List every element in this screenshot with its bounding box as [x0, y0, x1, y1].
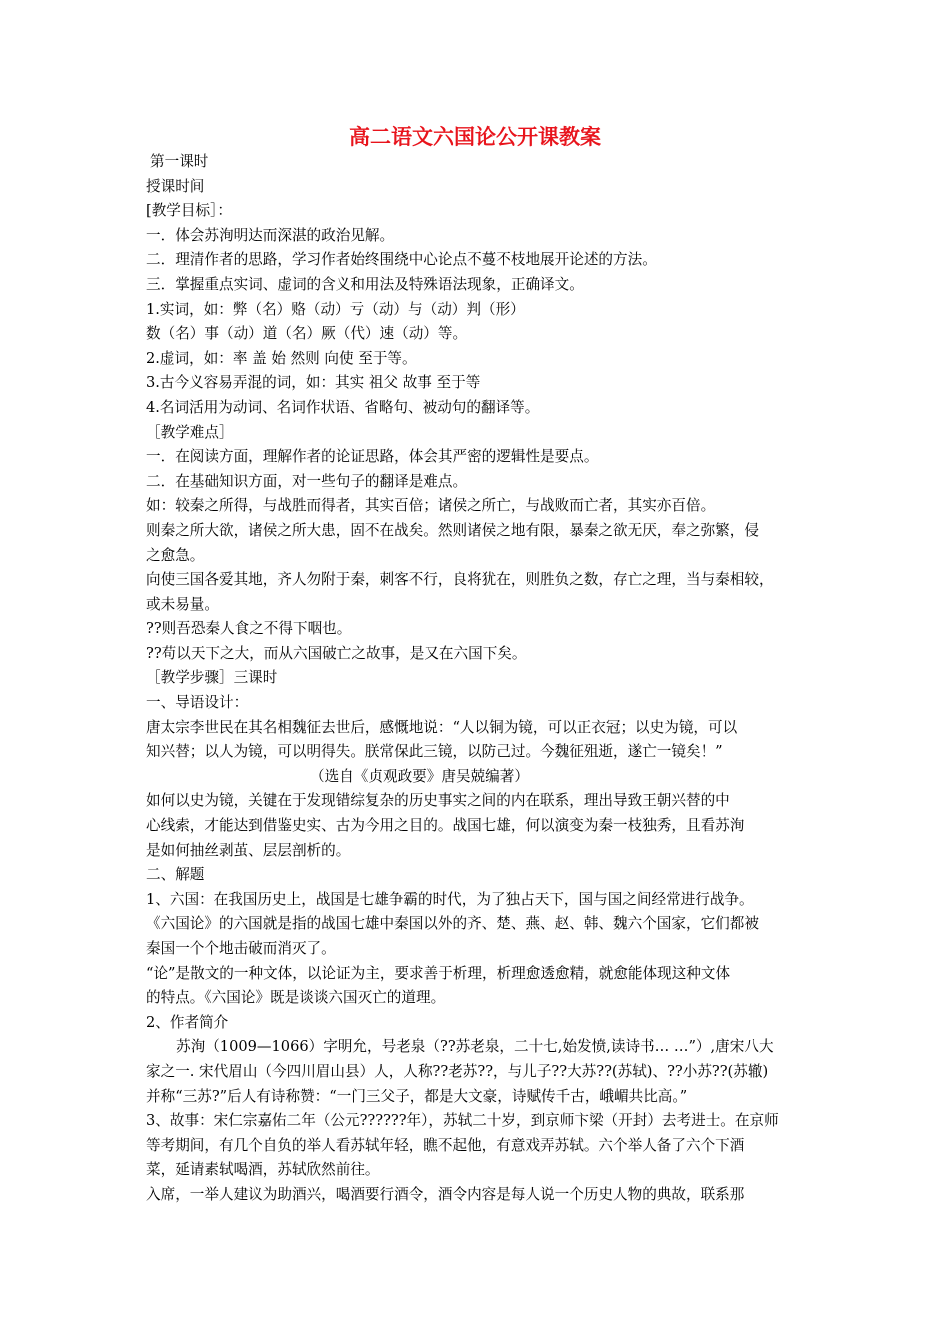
text-line: 二．理清作者的思路，学习作者始终围绕中心论点不蔓不枝地展开论述的方法。 [146, 251, 657, 269]
text-line: ??苟以天下之大，而从六国破亡之故事，是又在六国下矣。 [146, 644, 527, 662]
text-line: 的特点。《六国论》既是谈谈六国灭亡的道理。 [146, 989, 446, 1007]
text-line: 1、六国：在我国历史上，战国是七雄争霸的时代，为了独占天下，国与国之间经常进行战争。 [146, 890, 754, 908]
text-line: 等考期间，有几个自负的举人看苏轼年轻，瞧不起他，有意戏弄苏轼。六个举人备了六个下酒 [146, 1136, 745, 1154]
document-body [146, 150, 814, 1208]
text-line: 家之一. 宋代眉山（今四川眉山县）人，人称??老苏??，与儿子??大苏??(苏轼)、??小苏??(苏辙) [146, 1062, 769, 1080]
text-line: 或未易量。 [146, 595, 219, 613]
text-line: 授课时间 [146, 177, 205, 195]
text-line: 唐太宗李世民在其名相魏征去世后，感慨地说：“人以铜为镜，可以正衣冠；以史为镜，可以 [146, 718, 738, 736]
text-line: 如：较秦之所得，与战胜而得者，其实百倍；诸侯之所亡，与战败而亡者，其实亦百倍。 [146, 497, 716, 515]
text-line: 数（名）事（动）道（名）厥（代）速（动）等。 [146, 325, 468, 343]
citation-line: （选自《贞观政要》唐吴兢编著） [310, 767, 529, 785]
text-line: 《六国论》的六国就是指的战国七雄中秦国以外的齐、楚、燕、赵、韩、魏六个国家，它们都被 [146, 915, 759, 933]
text-line: 2.虚词，如：率 盖 始 然则 向使 至于等。 [146, 349, 417, 367]
text-line: 是如何抽丝剥茧、层层剖析的。 [146, 841, 351, 859]
text-line: 之愈急。 [146, 546, 205, 564]
text-line: 3、故事：宋仁宗嘉佑二年（公元??????年），苏轼二十岁，到京师卞梁（开封）去考进士。在京师 [146, 1112, 779, 1130]
text-line: 二、解题 [146, 866, 205, 884]
text-line: 一、导语设计： [146, 694, 249, 712]
text-line: ［教学步骤］三课时 [146, 669, 278, 687]
text-line: 二．在基础知识方面，对一些句子的翻译是难点。 [146, 472, 468, 490]
text-line: 秦国一个个地击破而消灭了。 [146, 940, 336, 957]
text-line: 则秦之所大欲，诸侯之所大患，固不在战矣。然则诸侯之地有限，暴秦之欲无厌，奉之弥繁，侵 [146, 521, 759, 539]
text-line: ??则吾恐秦人食之不得下咽也。 [146, 620, 352, 638]
text-line: 知兴替；以人为镜，可以明得失。朕常保此三镜，以防己过。今魏征殂逝，遂亡一镜矣！” [146, 743, 723, 761]
text-line: ［教学难点］ [146, 423, 234, 441]
document-title: 高二语文六国论公开课教案 [349, 124, 601, 149]
text-line: 一．在阅读方面，理解作者的论证思路，体会其严密的逻辑性是要点。 [146, 448, 599, 466]
text-line: 菜，延请素轼喝酒，苏轼欣然前往。 [146, 1161, 380, 1179]
text-line: [教学目标］： [146, 202, 232, 220]
text-line: 向使三国各爱其地，齐人勿附于秦，刺客不行，良将犹在，则胜负之数，存亡之理，当与秦相较， [146, 571, 774, 589]
text-line: 一．体会苏洵明达而深湛的政治见解。 [146, 226, 395, 244]
text-line: “论”是散文的一种文体，以论证为主，要求善于析理，析理愈透愈精，就愈能体现这种文体 [146, 964, 731, 982]
text-line: 第一课时 [150, 153, 209, 170]
text-line: 3.古今义容易弄混的词，如：其实 祖父 故事 至于等 [146, 374, 481, 392]
text-line: 1.实词，如：弊（名）赂（动）亏（动）与（动）判（形） [146, 300, 525, 318]
text-line: 2、作者简介 [146, 1013, 229, 1031]
text-line: 心线索，才能达到借鉴史实、古为今用之目的。战国七雄，何以演变为秦一枝独秀，且看苏洵 [146, 817, 745, 835]
text-line: 如何以史为镜，关键在于发现错综复杂的历史事实之间的内在联系，理出导致王朝兴替的中 [146, 792, 730, 810]
text-line: 苏洵（1009—1066）字明允，号老泉（??苏老泉，二十七,始发愤,读诗书… …”）,唐宋八大 [176, 1038, 774, 1056]
text-line: 4.名词活用为动词、名词作状语、省略句、被动句的翻译等。 [146, 398, 540, 416]
text-line: 并称“三苏?”后人有诗称赞：“一门三父子，都是大文豪，诗赋传千古，峨嵋共比高。” [146, 1087, 688, 1105]
text-line: 三．掌握重点实词、虚词的含义和用法及特殊语法现象，正确译文。 [146, 275, 584, 293]
text-line: 入席，一举人建议为助酒兴，喝酒要行酒令，酒令内容是每人说一个历史人物的典故，联系那 [146, 1185, 745, 1203]
